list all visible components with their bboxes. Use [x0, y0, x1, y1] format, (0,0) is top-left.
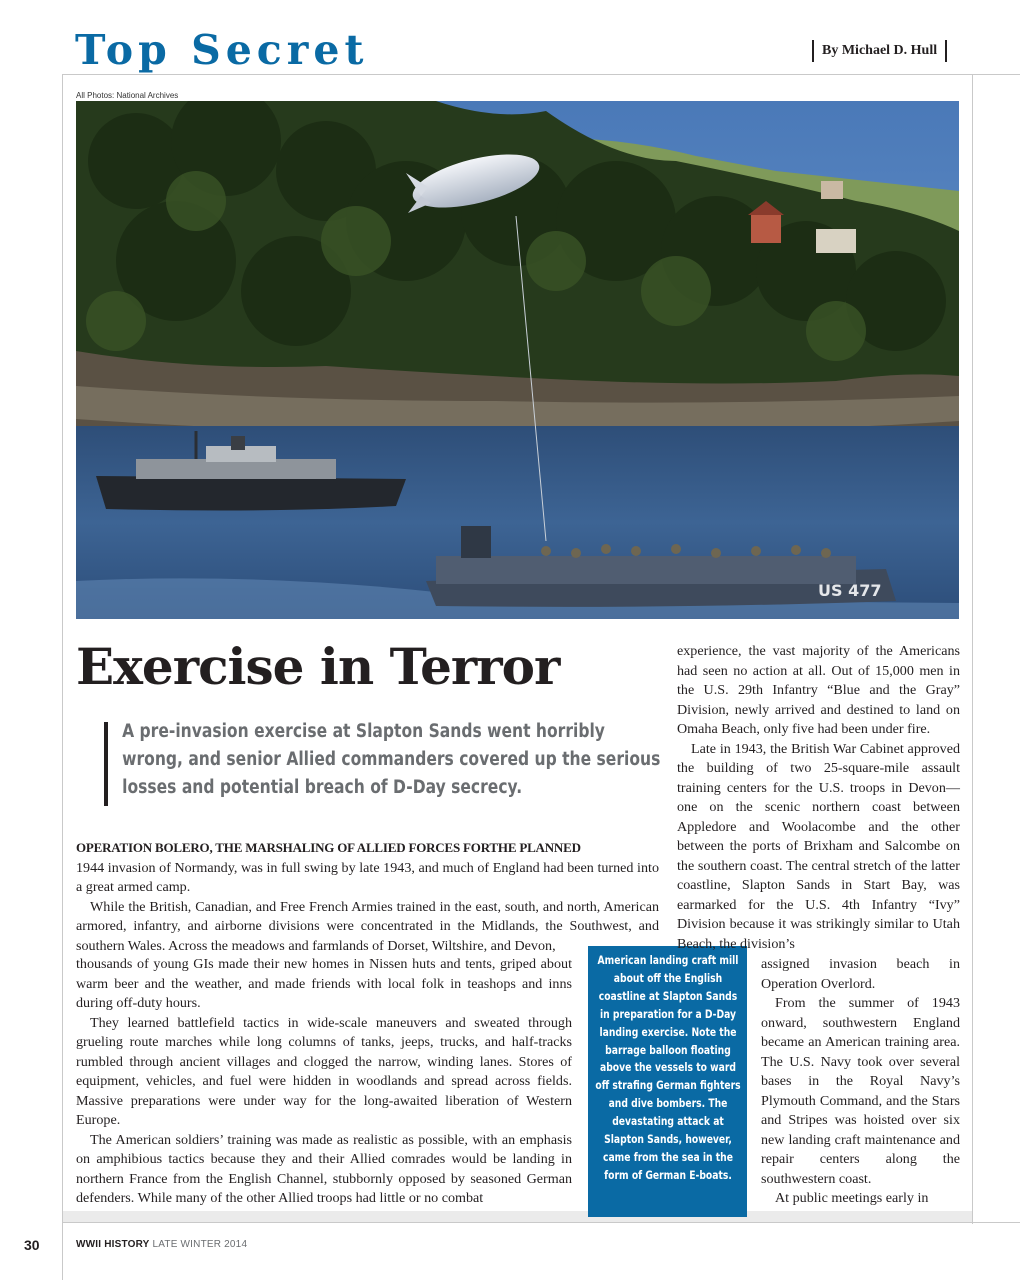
body-column-right-narrow — [761, 955, 960, 1209]
bottom-tint-band — [63, 1211, 972, 1222]
issue-date: LATE WINTER 2014 — [152, 1239, 248, 1250]
frame-right-rule — [972, 74, 973, 1224]
right-paragraph-4: From the summer of 1943 onward, southwestern England became an American training area. The U.S. Navy took over several bases in the Royal Navy’s Plymouth Command, and the Stars and Stripes was hoisted over six new landing craft maintenance and repair centers along the southwestern coast. — [761, 995, 960, 1187]
paragraph-4: The American soldiers’ training was made as realistic as possible, with an emphasis on amphibious tactics because they and their Allied comrades would be landing in northern France from the English Channel, stubbornly opposed by seasoned German defenders. While many of the other Allied troops had little or no combat — [76, 1131, 572, 1206]
photo-caption: American landing craft mill about off the English coastline at Slapton Sands in preparation for a D-Day landing exercise. Note the barrage balloon floating above the vessels to ward off strafing German fighters and dive bombers. The devastating attack at Slapton Sands, however, came from the sea in the form of German E-boats. — [595, 953, 741, 1182]
body-column-narrow — [76, 955, 572, 1209]
article-headline: Exercise in Terror — [76, 637, 560, 696]
byline-right-bar — [945, 40, 947, 62]
paragraph-2-wide: While the British, Canadian, and Free French Armies trained in the east, south, and north, American armored, infantry, and airborne divisions were concentrated in the Midlands, the Southwest, and southern Wales. Across the meadows and farmlands of Dorset, Wiltshire, and Devon, — [76, 898, 659, 954]
hull-marking: US 477 — [818, 581, 882, 600]
right-paragraph-2: Late in 1943, the British War Cabinet approved the building of two 25-square-mile assault training centers for the U.S. troops in Devon—one on the scenic northern coast between Appledore and Woolacombe and the other between the ports of Brixham and Salcombe on the southern coast. The central stretch of the latter coastline, Slapton Sands in Start Bay, was earmarked for the U.S. 4th Infantry “Ivy” Division because it was strikingly similar to Utah Beach, the division’s — [677, 740, 960, 952]
photo-caption-box — [588, 946, 747, 1217]
body-column-right — [677, 642, 960, 954]
frame-left-rule — [62, 74, 63, 1280]
lead-caps: OPERATION BOLERO, THE MARSHALING OF ALLIED FORCES FORTHE PLANNED — [76, 840, 581, 855]
article-deck: A pre-invasion exercise at Slapton Sands went horribly wrong, and senior Allied commanders covered up the serious losses and potential breach of D-Day secrecy. — [122, 721, 661, 798]
right-paragraph-1: experience, the vast majority of the Americans had seen no action at all. Out of 15,000 men in the U.S. 29th Infantry “Blue and the Gray” Division, newly arrived and destined to land on Omaha Beach, only five had been under fire. — [677, 643, 960, 737]
hero-photo-illustration — [76, 101, 959, 619]
hero-photo — [76, 101, 959, 619]
right-paragraph-5: At public meetings early in — [775, 1190, 929, 1206]
lead-rest: 1944 invasion of Normandy, was in full swing by late 1943, and much of England had been turned into a great armed camp. — [76, 859, 659, 895]
page-number: 30 — [24, 1237, 40, 1253]
frame-bottom-rule — [62, 1222, 1020, 1223]
footer-line — [76, 1239, 247, 1250]
paragraph-2-narrow: thousands of young GIs made their new homes in Nissen huts and tents, griped about warm beer and the weather, and made friends with local folk in teashops and inns during off-duty hours. — [76, 956, 572, 1011]
paragraph-3: They learned battlefield tactics in wide-scale maneuvers and sweated through grueling route marches while long columns of tanks, jeeps, trucks, and half-tracks rumbled through ancient villages and clogged the narrow, winding lanes. Stores of equipment, vehicles, and fuel were hidden in woodlands and spread across fields. Massive preparations were under way for the long-awaited liberation of Western Europe. — [76, 1014, 572, 1128]
body-column-wide — [76, 838, 659, 956]
byline-block — [812, 38, 947, 64]
lead-paragraph — [76, 838, 659, 898]
deck-block — [107, 718, 662, 802]
section-title: Top Secret — [75, 26, 369, 74]
magazine-name: WWII HISTORY — [76, 1239, 150, 1250]
right-paragraph-3: assigned invasion beach in Operation Overlord. — [761, 956, 960, 992]
photo-credit: All Photos: National Archives — [76, 91, 179, 100]
byline: By Michael D. Hull — [822, 43, 938, 58]
frame-top-rule — [62, 74, 1020, 75]
